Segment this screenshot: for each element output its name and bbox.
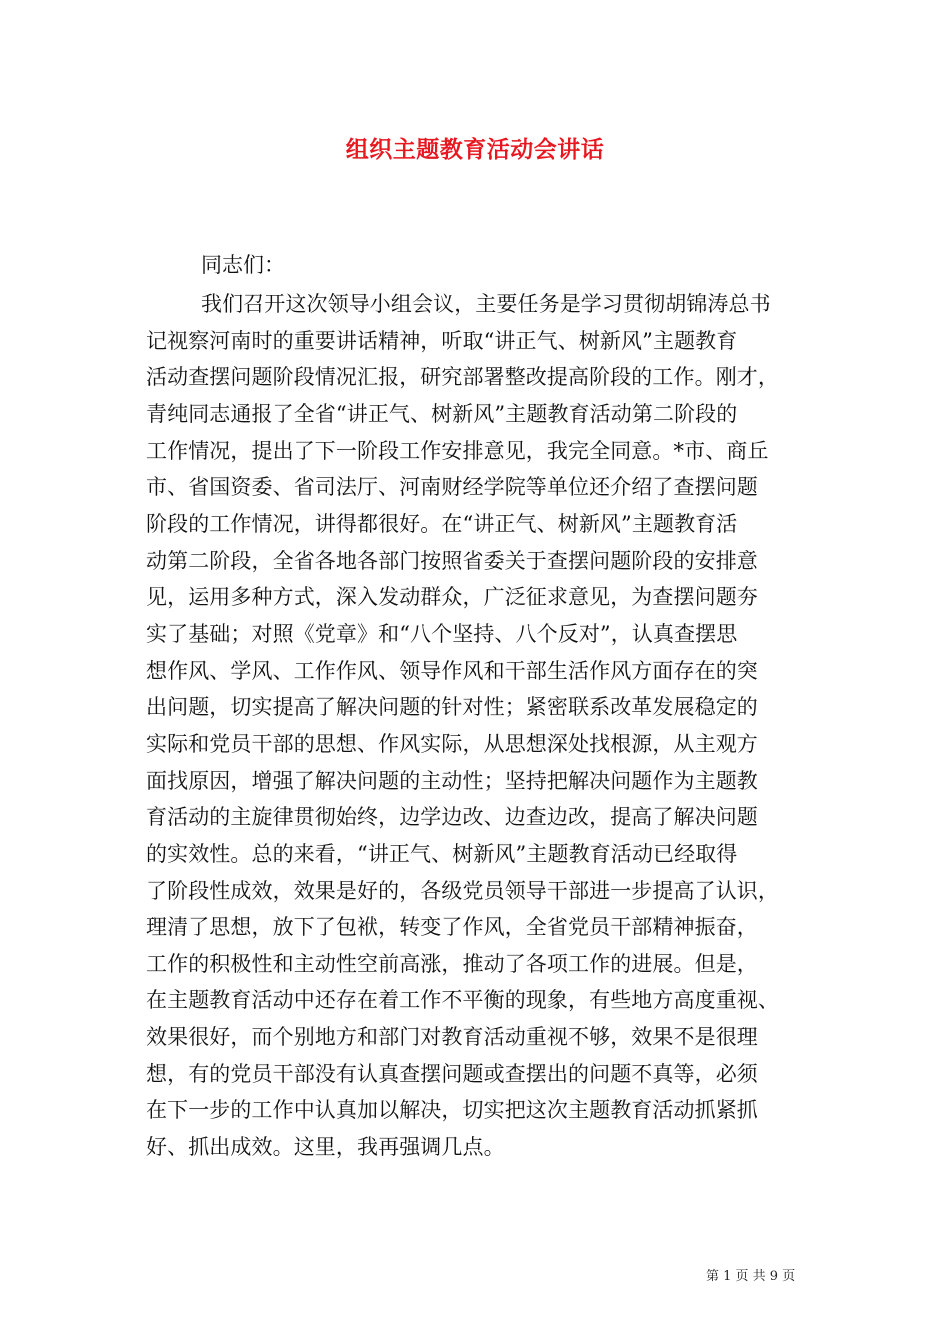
paragraph-line: 出问题，切实提高了解决问题的针对性；紧密联系改革发展稳定的 — [146, 695, 758, 720]
paragraph-line: 了阶段性成效，效果是好的，各级党员领导干部进一步提高了认识， — [146, 878, 779, 903]
paragraph-line: 想，有的党员干部没有认真查摆问题或查摆出的问题不真等，必须 — [146, 1061, 758, 1086]
document-title: 组织主题教育活动会讲话 — [345, 136, 605, 163]
paragraph-line: 的实效性。总的来看，“讲正气、树新风”主题教育活动已经取得 — [146, 841, 738, 866]
paragraph-line: 在主题教育活动中还存在着工作不平衡的现象，有些地方高度重视、 — [146, 988, 779, 1013]
paragraph-line: 青纯同志通报了全省“讲正气、树新风”主题教育活动第二阶段的 — [146, 401, 738, 426]
paragraph-line: 面找原因，增强了解决问题的主动性；坚持把解决问题作为主题教 — [146, 768, 758, 793]
paragraph-line: 实了基础；对照《党章》和“八个坚持、八个反对”，认真查摆思 — [146, 621, 738, 646]
paragraph-line: 记视察河南时的重要讲话精神，听取“讲正气、树新风”主题教育 — [146, 328, 738, 353]
paragraph-line: 阶段的工作情况，讲得都很好。在“讲正气、树新风”主题教育活 — [146, 511, 738, 536]
paragraph-line: 育活动的主旋律贯彻始终，边学边改、边查边改，提高了解决问题 — [146, 805, 758, 830]
paragraph-line: 理清了思想，放下了包袱，转变了作风，全省党员干部精神振奋， — [146, 915, 758, 940]
paragraph-line: 想作风、学风、工作作风、领导作风和干部生活作风方面存在的突 — [146, 658, 758, 683]
greeting: 同志们： — [201, 253, 285, 277]
paragraph-line: 我们召开这次领导小组会议，主要任务是学习贯彻胡锦涛总书 — [201, 292, 771, 316]
paragraph-line: 市、省国资委、省司法厅、河南财经学院等单位还介绍了查摆问题 — [146, 475, 758, 500]
paragraph-line: 活动查摆问题阶段情况汇报，研究部署整改提高阶段的工作。刚才， — [146, 365, 779, 390]
paragraph-line: 见，运用多种方式，深入发动群众，广泛征求意见，为查摆问题夯 — [146, 585, 758, 610]
page-number: 第 1 页 共 9 页 — [706, 1269, 796, 1284]
paragraph-line: 实际和党员干部的思想、作风实际，从思想深处找根源，从主观方 — [146, 731, 758, 756]
paragraph-line: 好、抓出成效。这里，我再强调几点。 — [146, 1135, 505, 1160]
paragraph-line: 工作的积极性和主动性空前高涨，推动了各项工作的进展。但是， — [146, 951, 758, 976]
paragraph-line: 工作情况，提出了下一阶段工作安排意见，我完全同意。*市、商丘 — [146, 438, 769, 463]
paragraph-line: 在下一步的工作中认真加以解决，切实把这次主题教育活动抓紧抓 — [146, 1098, 758, 1123]
paragraph-line: 动第二阶段，全省各地各部门按照省委关于查摆问题阶段的安排意 — [146, 548, 758, 573]
body-paragraph — [146, 289, 836, 1169]
paragraph-line: 效果很好，而个别地方和部门对教育活动重视不够，效果不是很理 — [146, 1025, 758, 1050]
